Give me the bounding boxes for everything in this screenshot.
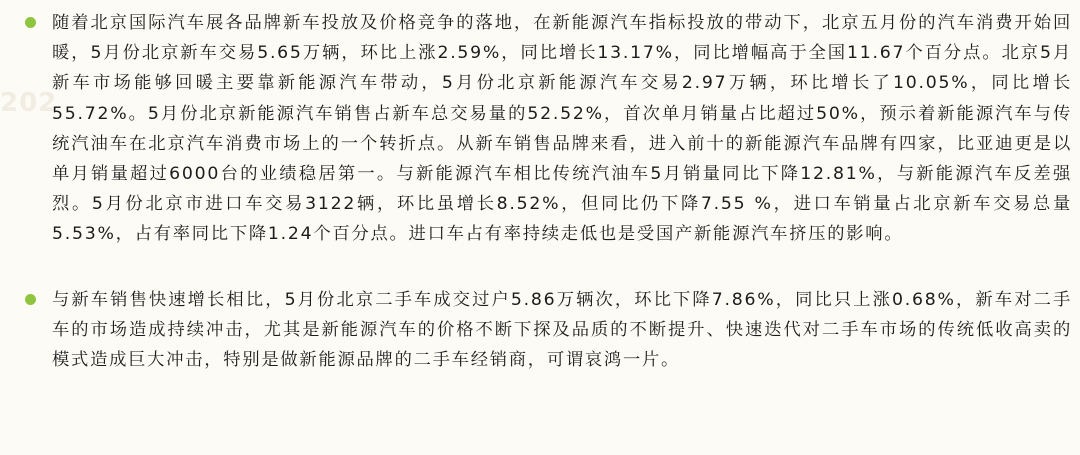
paragraph-text: 与新车销售快速增长相比，5月份北京二手车成交过户5.86万辆次，环比下降7.86%，同比只上涨0.68%，新车对二手车的市场造成持续冲击，尤其是新能源汽车的价格不断下探及品质的不断提升、快速迭代对二手车市场的传统低收高卖的模式造成巨大冲击，特别是做新能源品牌的二手车经销商，可谓哀鸿一片。 [52,289,1072,371]
article-body [22,8,1072,375]
bullet-paragraph-2 [22,285,1072,376]
bullet-paragraph-1 [22,8,1072,250]
green-dot-icon [25,294,36,305]
background-watermark: 202 [0,88,58,118]
paragraph-text: 随着北京国际汽车展各品牌新车投放及价格竞争的落地，在新能源汽车指标投放的带动下，北京五月份的汽车消费开始回暖，5月份北京新车交易5.65万辆，环比上涨2.59%，同比增长13.17%，同比增幅高于全国11.67个百分点。北京5月新车市场能够回暖主要靠新能源汽车带动，5月份北京新能源汽车交易2.97万辆，环比增长了10.05%，同比增长55.72%。5月份北京新能源汽车销售占新车总交易量的52.52%，首次单月销量占比超过50%，预示着新能源汽车与传统汽油车在北京汽车消费市场上的一个转折点。从新车销售品牌来看，进入前十的新能源汽车品牌有四家，比亚迪更是以单月销量超过6000台的业绩稳居第一。与新能源汽车相比传统汽油车5月销量同比下降12.81%，与新能源汽车反差强烈。5月份北京市进口车交易3122辆，环比虽增长8.52%，但同比仍下降7.55 %，进口车销量占北京新车交易总量5.53%，占有率同比下降1.24个百分点。进口车占有率持续走低也是受国产新能源汽车挤压的影响。 [52,13,1072,245]
green-dot-icon [25,17,36,28]
